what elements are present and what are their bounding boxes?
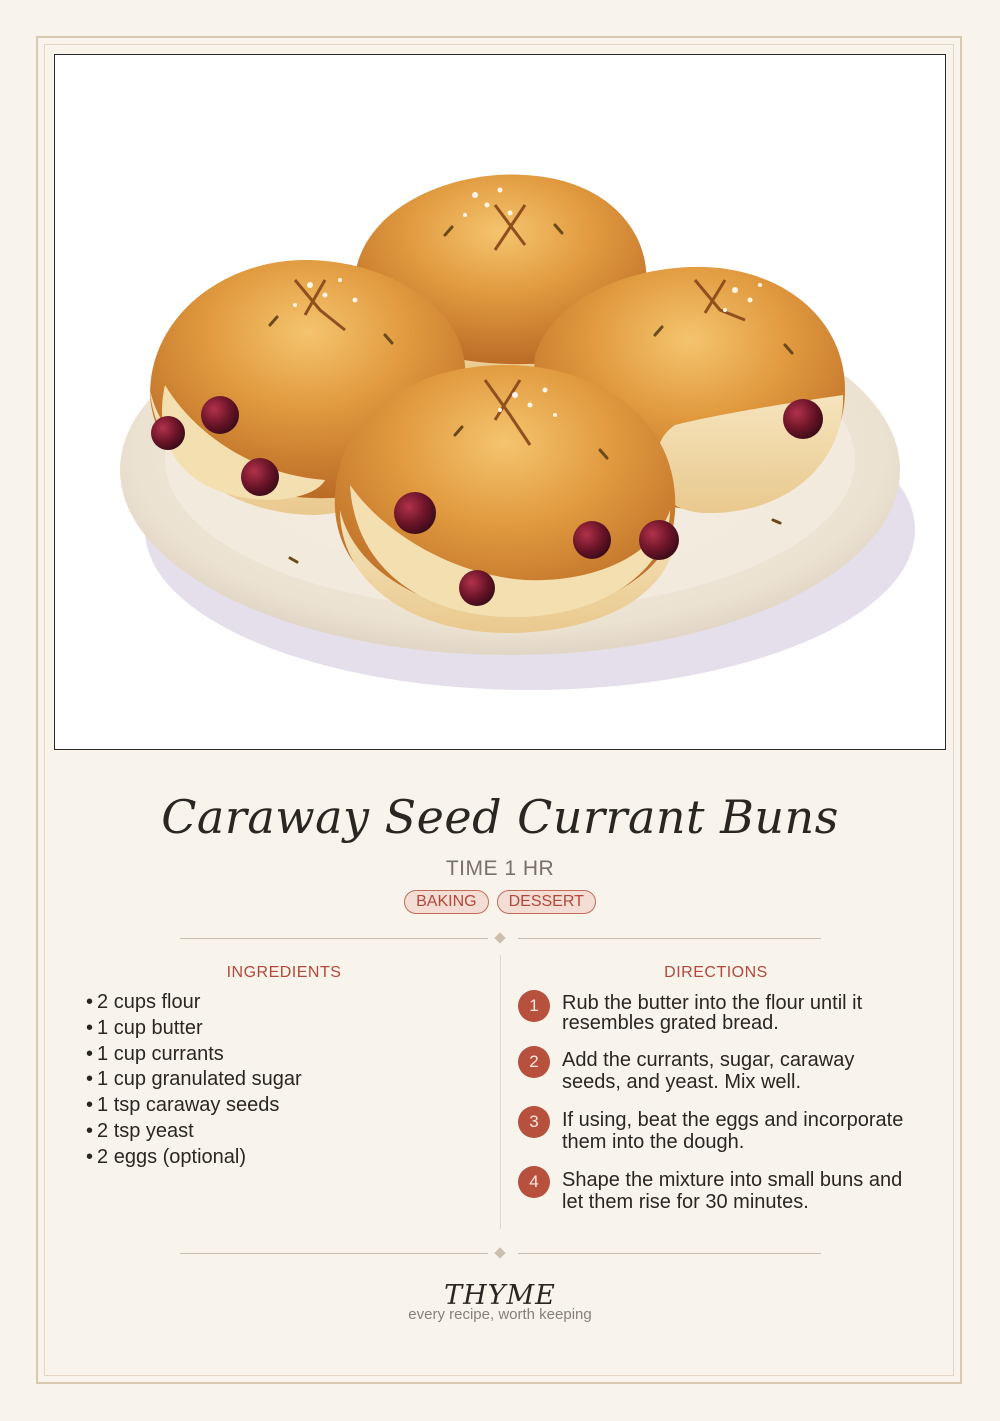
tag-dessert[interactable]: DESSERT xyxy=(497,890,596,914)
brand-name: THYME xyxy=(444,1280,556,1311)
ingredient-item: • 1 cup currants xyxy=(86,1042,224,1065)
step-number-badge: 2 xyxy=(518,1046,550,1078)
diamond-ornament-icon xyxy=(494,932,505,943)
ingredient-item: • 1 cup butter xyxy=(86,1016,203,1039)
recipe-title: Caraway Seed Currant Buns xyxy=(161,790,839,844)
bun-front xyxy=(335,365,679,633)
tag-baking[interactable]: BAKING xyxy=(404,890,488,914)
step-text: Shape the mixture into small buns and let them rise for 30 minutes. xyxy=(562,1169,903,1213)
ingredient-item: • 2 cups flour xyxy=(86,991,201,1013)
ingredient-item: • 1 cup granulated sugar xyxy=(86,1068,302,1091)
recipe-illustration xyxy=(54,54,946,750)
ingredient-item: • 2 eggs (optional) xyxy=(86,1145,246,1168)
diamond-ornament-icon xyxy=(494,1247,505,1258)
step-number-badge: 1 xyxy=(518,990,550,1022)
cook-time: TIME 1 HR xyxy=(445,857,555,880)
section-divider-bottom xyxy=(180,1248,821,1260)
step-number-badge: 3 xyxy=(518,1106,550,1138)
step-number-badge: 4 xyxy=(518,1166,550,1198)
ingredients-heading: INGREDIENTS xyxy=(226,964,342,981)
directions-heading: DIRECTIONS xyxy=(664,964,768,981)
step-text: Rub the butter into the flour until it resembles grated bread. xyxy=(562,992,863,1034)
section-divider-top xyxy=(180,933,821,945)
ingredients-list xyxy=(86,990,302,1171)
column-divider xyxy=(500,955,501,1229)
step-text: Add the currants, sugar, caraway seeds, and yeast. Mix well. xyxy=(562,1049,855,1093)
tag-list xyxy=(0,890,1000,914)
ingredient-item: • 2 tsp yeast xyxy=(86,1119,194,1142)
ingredient-item: • 1 tsp caraway seeds xyxy=(86,1094,280,1117)
step-text: If using, beat the eggs and incorporate them into the dough. xyxy=(562,1109,904,1153)
brand-tagline: every recipe, worth keeping xyxy=(408,1306,592,1323)
